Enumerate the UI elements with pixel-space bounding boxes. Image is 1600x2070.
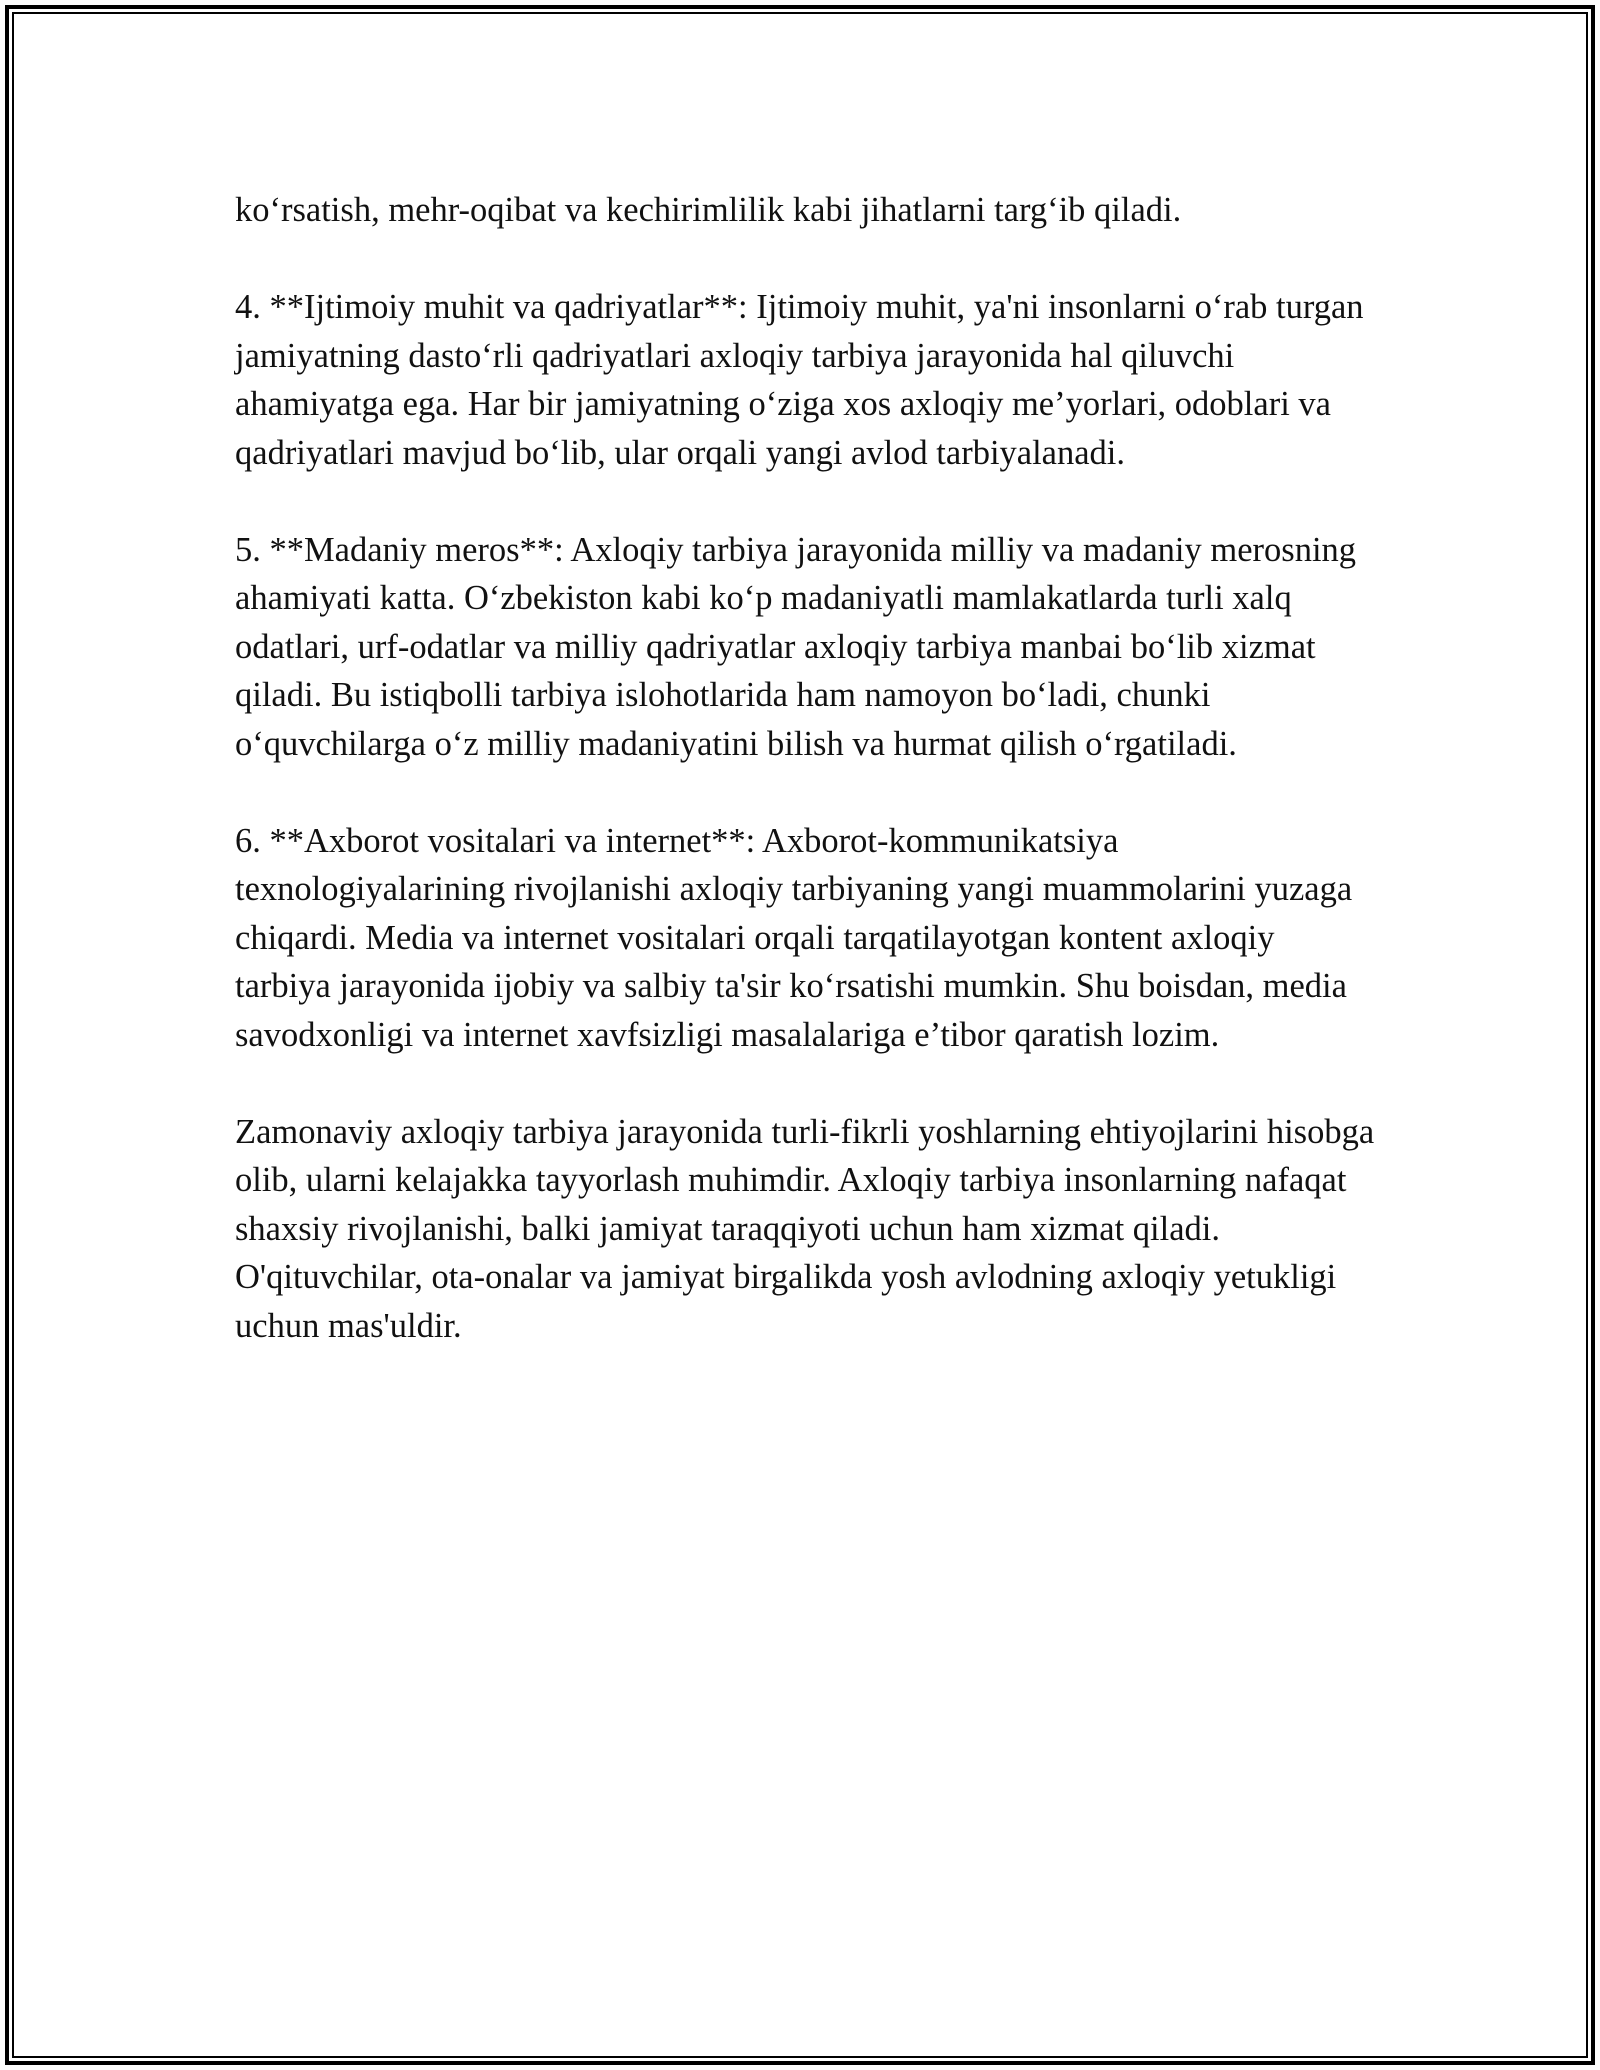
paragraph-item-6: 6. **Axborot vositalari va internet**: Axborot-kommunikatsiya texnologiyalarining rivojlanishi axloqiy tarbiyaning yangi muammolarini yuzaga chiqardi. Media va internet vositalari orqali tarqatilayotgan kontent axloqiy tarbiya jarayonida ijobiy va salbiy ta'sir ko‘rsatishi mumkin. Shu boisdan, media savodxonligi va internet xavfsizligi masalalariga e’tibor qaratish lozim.	[235, 821, 1353, 1054]
paragraph-continuation: ko‘rsatish, mehr-oqibat va kechirimlilik kabi jihatlarni targ‘ib qiladi.	[235, 191, 1182, 229]
paragraph-item-5: 5. **Madaniy meros**: Axloqiy tarbiya jarayonida milliy va madaniy merosning ahamiyati katta. O‘zbekiston kabi ko‘p madaniyatli mamlakatlarda turli xalq odatlari, urf-odatlar va milliy qadriyatlar axloqiy tarbiya manbai bo‘lib xizmat qiladi. Bu istiqbolli tarbiya islohotlarida ham namoyon bo‘ladi, chunki o‘quvchilarga o‘z milliy madaniyatini bilish va hurmat qilish o‘rgatiladi.	[235, 530, 1357, 763]
document-body	[235, 186, 1375, 1399]
paragraph-item-4: 4. **Ijtimoiy muhit va qadriyatlar**: Ijtimoiy muhit, ya'ni insonlarni o‘rab turgan jamiyatning dasto‘rli qadriyatlari axloqiy tarbiya jarayonida hal qiluvchi ahamiyatga ega. Har bir jamiyatning o‘ziga xos axloqiy me’yorlari, odoblari va qadriyatlari mavjud bo‘lib, ular orqali yangi avlod tarbiyalanadi.	[235, 288, 1364, 472]
paragraph-conclusion: Zamonaviy axloqiy tarbiya jarayonida turli-fikrli yoshlarning ehtiyojlarini hisobga olib, ularni kelajakka tayyorlash muhimdir. Axloqiy tarbiya insonlarning nafaqat shaxsiy rivojlanishi, balki jamiyat taraqqiyoti uchun ham xizmat qiladi. O'qituvchilar, ota-onalar va jamiyat birgalikda yosh avlodning axloqiy yetukligi uchun mas'uldir.	[235, 1112, 1375, 1345]
